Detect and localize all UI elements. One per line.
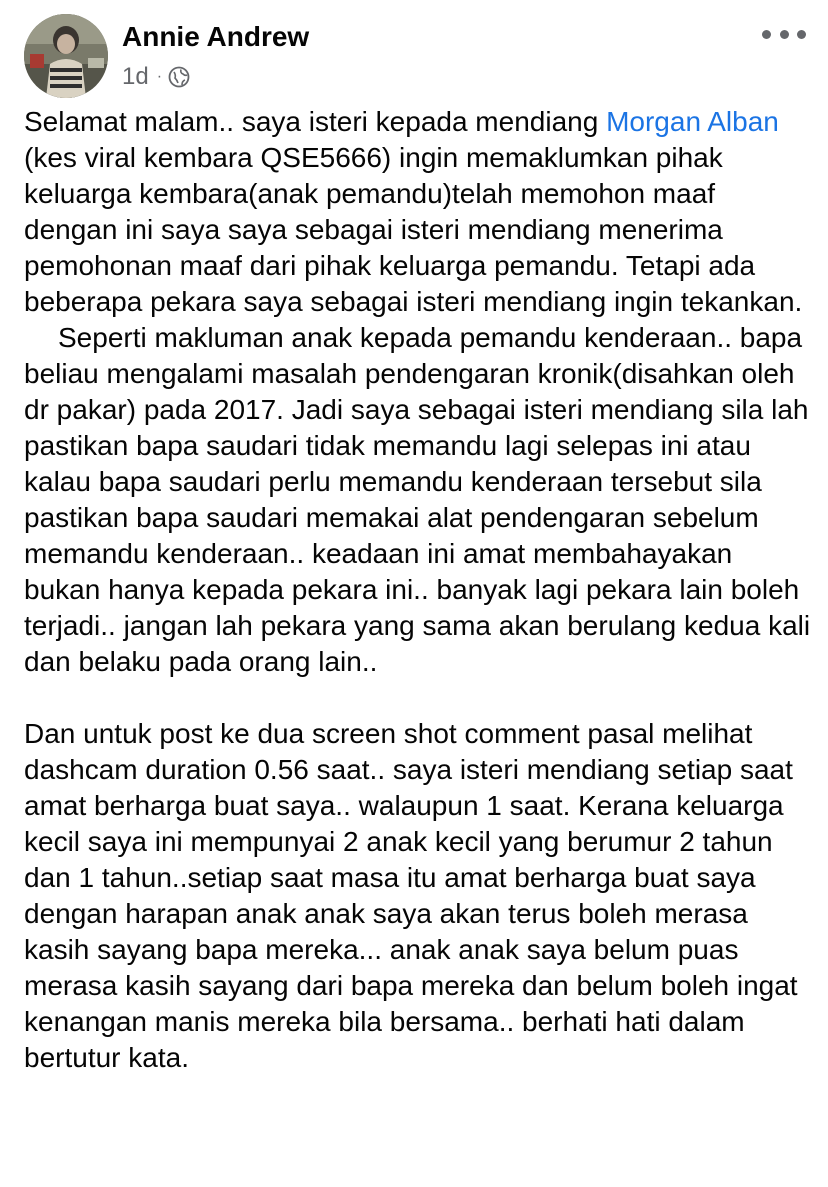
post-meta bbox=[122, 62, 190, 92]
paragraph-1-text-start: Selamat malam.. saya isteri kepada mendiang bbox=[24, 106, 607, 137]
post-header bbox=[0, 0, 828, 100]
post-paragraph-2: Seperti makluman anak kepada pemandu kenderaan.. bapa beliau mengalami masalah pendengaran kronik(disahkan oleh dr pakar) pada 2017. Jadi saya sebagai isteri mendiang sila lah pastikan bapa saudari tidak memandu lagi selepas ini atau kalau bapa saudari perlu memandu kenderaan tersebut sila pastikan bapa saudari memakai alat pendengaran sebelum memandu kenderaan.. keadaan ini amat membahayakan bukan hanya kepada pekara ini.. banyak lagi pekara lain boleh terjadi.. jangan lah pekara yang sama akan berulang kedua kali dan belaku pada orang lain.. bbox=[24, 322, 818, 677]
post-timestamp[interactable]: 1d bbox=[122, 63, 149, 90]
post-body bbox=[24, 104, 818, 1076]
paragraph-1-text-end: (kes viral kembara QSE5666) ingin memaklumkan pihak keluarga kembara(anak pemandu)telah memohon maaf dengan ini saya saya sebagai isteri mendiang menerima pemohonan maaf dari pihak keluarga pemandu. Tetapi ada beberapa pekara saya sebagai isteri mendiang ingin tekankan. bbox=[24, 106, 803, 317]
more-dot bbox=[797, 30, 806, 39]
mention-link[interactable]: Morgan Alban bbox=[606, 106, 779, 137]
post-paragraph-3: Dan untuk post ke dua screen shot comment pasal melihat dashcam duration 0.56 saat.. saya isteri mendiang setiap saat amat berharga buat saya.. walaupun 1 saat. Kerana keluarga kecil saya ini mempunyai 2 anak kecil yang berumur 2 tahun dan 1 tahun..setiap saat masa itu amat berharga buat saya dengan harapan anak anak saya akan terus boleh merasa kasih sayang bapa mereka... anak anak saya belum puas merasa kasih sayang dari bapa mereka dan belum boleh ingat kenangan manis mereka bila bersama.. berhati hati dalam bertutur kata. bbox=[24, 718, 806, 1073]
avatar[interactable] bbox=[24, 14, 108, 98]
more-dot bbox=[762, 30, 771, 39]
author-name[interactable]: Annie Andrew bbox=[122, 21, 310, 52]
post-paragraph-1 bbox=[24, 104, 814, 320]
avatar-photo bbox=[24, 14, 108, 98]
more-options-icon[interactable] bbox=[762, 22, 806, 46]
meta-separator: · bbox=[156, 68, 163, 85]
more-dot bbox=[780, 30, 789, 39]
globe-icon[interactable] bbox=[168, 66, 190, 88]
